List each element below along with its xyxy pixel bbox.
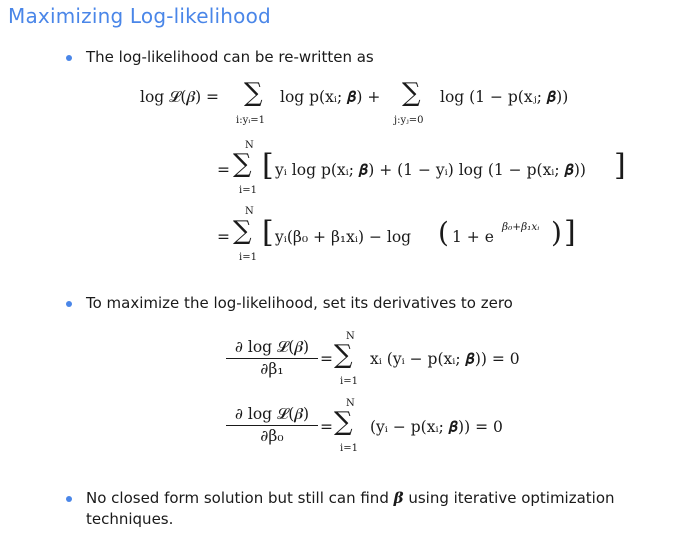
sum-upper-limit: N xyxy=(245,140,254,151)
eq1-term2: log (1 − p(xⱼ; 𝜷)) xyxy=(440,88,569,106)
eq3-body-a: yᵢ(β₀ + β₁xᵢ) − log xyxy=(275,228,412,246)
right-bracket-icon: ] xyxy=(564,215,576,250)
sum-upper-limit: N xyxy=(346,398,355,409)
bullet-dot-icon xyxy=(66,55,72,61)
eq1-lhs: log 𝓛(𝜷) = xyxy=(140,88,220,106)
eq3-exponent: β₀+β₁xᵢ xyxy=(502,221,540,233)
sum-symbol-icon: ∑ xyxy=(402,78,421,108)
sum-symbol-icon: ∑ xyxy=(334,407,353,437)
left-paren-icon: ( xyxy=(438,216,449,249)
right-bracket-icon: ] xyxy=(614,148,626,183)
sum-lower-limit: j:yⱼ=0 xyxy=(394,115,424,126)
page-title: Maximizing Log-likelihood xyxy=(8,4,271,28)
bullet-dot-icon xyxy=(66,496,72,502)
sum-symbol-icon: ∑ xyxy=(334,340,353,370)
fraction xyxy=(226,405,318,445)
fraction-denominator: ∂β₀ xyxy=(260,427,284,445)
deriv0-equals: = xyxy=(320,418,333,436)
fraction-denominator: ∂β₁ xyxy=(260,360,284,378)
eq3-body-b: 1 + e xyxy=(452,228,494,246)
sum-symbol-icon: ∑ xyxy=(244,78,263,108)
bullet-text: To maximize the log-likelihood, set its derivatives to zero xyxy=(86,294,513,312)
eq2-equals: = xyxy=(217,161,230,179)
bullet-text xyxy=(86,488,646,530)
beta-symbol: β xyxy=(393,489,404,507)
sum-lower-limit: i:yᵢ=1 xyxy=(236,115,265,126)
eq1-term1: log p(xᵢ; 𝜷) + xyxy=(280,88,381,106)
sum-symbol-icon: ∑ xyxy=(233,149,252,179)
deriv0-rhs: (yᵢ − p(xᵢ; 𝜷)) = 0 xyxy=(370,418,503,436)
sum-lower-limit: i=1 xyxy=(340,443,358,454)
sum-lower-limit: i=1 xyxy=(239,252,257,263)
bullet-text-part: No closed form solution but still can find xyxy=(86,489,394,507)
right-paren-icon: ) xyxy=(551,216,562,249)
deriv1-rhs: xᵢ (yᵢ − p(xᵢ; 𝜷)) = 0 xyxy=(370,350,520,368)
eq2-body: yᵢ log p(xᵢ; 𝜷) + (1 − yᵢ) log (1 − p(xᵢ; 𝜷)) xyxy=(275,161,586,179)
fraction-numerator: ∂ log 𝓛(𝜷) xyxy=(226,338,318,359)
fraction-numerator: ∂ log 𝓛(𝜷) xyxy=(226,405,318,426)
sum-upper-limit: N xyxy=(346,331,355,342)
bullet-text-part: using iterative optimization techniques. xyxy=(86,489,615,528)
sum-symbol-icon: ∑ xyxy=(233,216,252,246)
fraction xyxy=(226,338,318,378)
sum-upper-limit: N xyxy=(245,206,254,217)
bullet-dot-icon xyxy=(66,301,72,307)
eq3-equals: = xyxy=(217,228,230,246)
sum-lower-limit: i=1 xyxy=(340,376,358,387)
bullet-text: The log-likelihood can be re-written as xyxy=(86,48,374,66)
deriv1-equals: = xyxy=(320,350,333,368)
left-bracket-icon: [ xyxy=(262,148,274,183)
left-bracket-icon: [ xyxy=(262,215,274,250)
sum-lower-limit: i=1 xyxy=(239,185,257,196)
